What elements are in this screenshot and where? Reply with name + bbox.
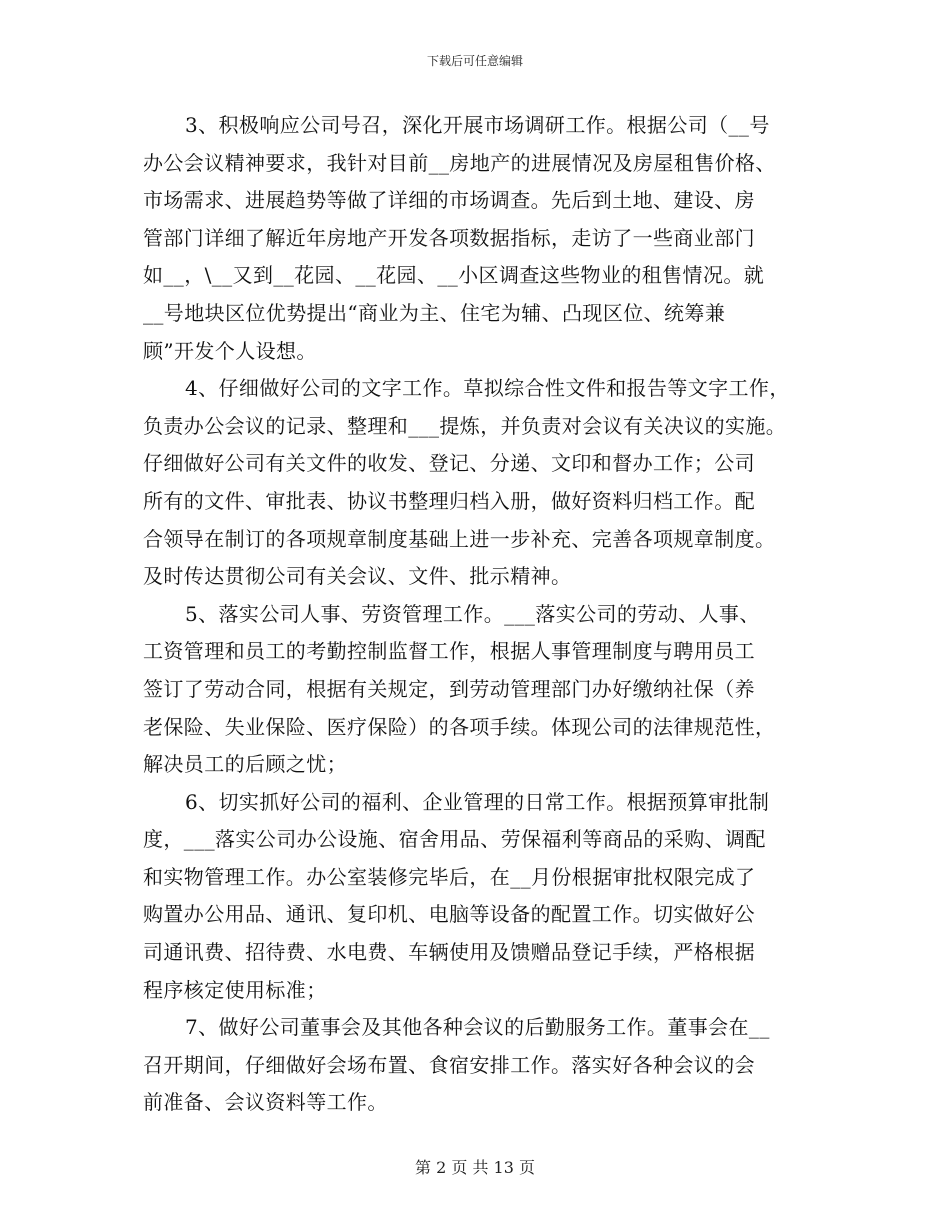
page-footer: 第 2 页 共 13 页 (415, 1158, 535, 1177)
text-line: 办公会议精神要求，我针对目前__房地产的进展情况及房屋租售价格、 (143, 150, 776, 175)
document-body (143, 107, 823, 1122)
text-line: 老保险、失业保险、医疗保险）的各项手续。体现公司的法律规范性， (143, 714, 776, 739)
text-line: 召开期间，仔细做好会场布置、食宿安排工作。落实好各种会议的会 (143, 1052, 755, 1077)
text-line-item6-start: 6、切实抓好公司的福利、企业管理的日常工作。根据预算审批制 (185, 789, 770, 814)
text-line: 仔细做好公司有关文件的收发、登记、分递、文印和督办工作；公司 (143, 451, 755, 476)
text-line: 购置办公用品、通讯、复印机、电脑等设备的配置工作。切实做好公 (143, 902, 755, 927)
text-line-item3-start: 3、积极响应公司号召，深化开展市场调研工作。根据公司（__号 (185, 113, 770, 137)
text-line: 度，___落实公司办公设施、宿舍用品、劳保福利等商品的采购、调配 (143, 827, 766, 852)
text-line: __号地块区位优势提出“商业为主、住宅为辅、凸现区位、统筹兼 (143, 300, 726, 325)
text-line: 前准备、会议资料等工作。 (143, 1090, 388, 1115)
text-line: 所有的文件、审批表、协议书整理归档入册，做好资料归档工作。配 (143, 488, 755, 513)
text-line: 工资管理和员工的考勤控制监督工作，根据人事管理制度与聘用员工 (143, 639, 755, 664)
page-header: 下载后可任意编辑 (426, 54, 523, 68)
text-line-item5-start: 5、落实公司人事、劳资管理工作。___落实公司的劳动、人事、 (185, 601, 760, 626)
text-line: 负责办公会议的记录、整理和___提炼，并负责对会议有关决议的实施。 (143, 413, 787, 438)
text-line: 合领导在制订的各项规章制度基础上进一步补充、完善各项规章制度。 (143, 526, 776, 551)
text-line: 签订了劳动合同，根据有关规定，到劳动管理部门办好缴纳社保（养 (143, 676, 755, 701)
text-line: 司通讯费、招待费、水电费、车辆使用及馈赠品登记手续，严格根据 (143, 940, 755, 965)
text-line: 市场需求、进展趋势等做了详细的市场调查。先后到土地、建设、房 (143, 188, 755, 213)
text-line-item7-start: 7、做好公司董事会及其他各种会议的后勤服务工作。董事会在__ (185, 1015, 770, 1040)
text-line: 顾”开发个人设想。 (143, 338, 317, 363)
text-line: 解决员工的后顾之忧； (143, 752, 347, 777)
text-line: 如__，\__又到__花园、__花园、__小区调查这些物业的租售情况。就 (143, 263, 765, 288)
text-line-item4-start: 4、仔细做好公司的文字工作。草拟综合性文件和报告等文字工作， (185, 376, 790, 401)
text-line: 程序核定使用标准； (143, 977, 327, 1002)
text-line: 及时传达贯彻公司有关会议、文件、批示精神。 (143, 564, 572, 589)
text-line: 和实物管理工作。办公室装修完毕后，在__月份根据审批权限完成了 (143, 864, 756, 889)
text-line: 管部门详细了解近年房地产开发各项数据指标，走访了一些商业部门 (143, 225, 755, 250)
